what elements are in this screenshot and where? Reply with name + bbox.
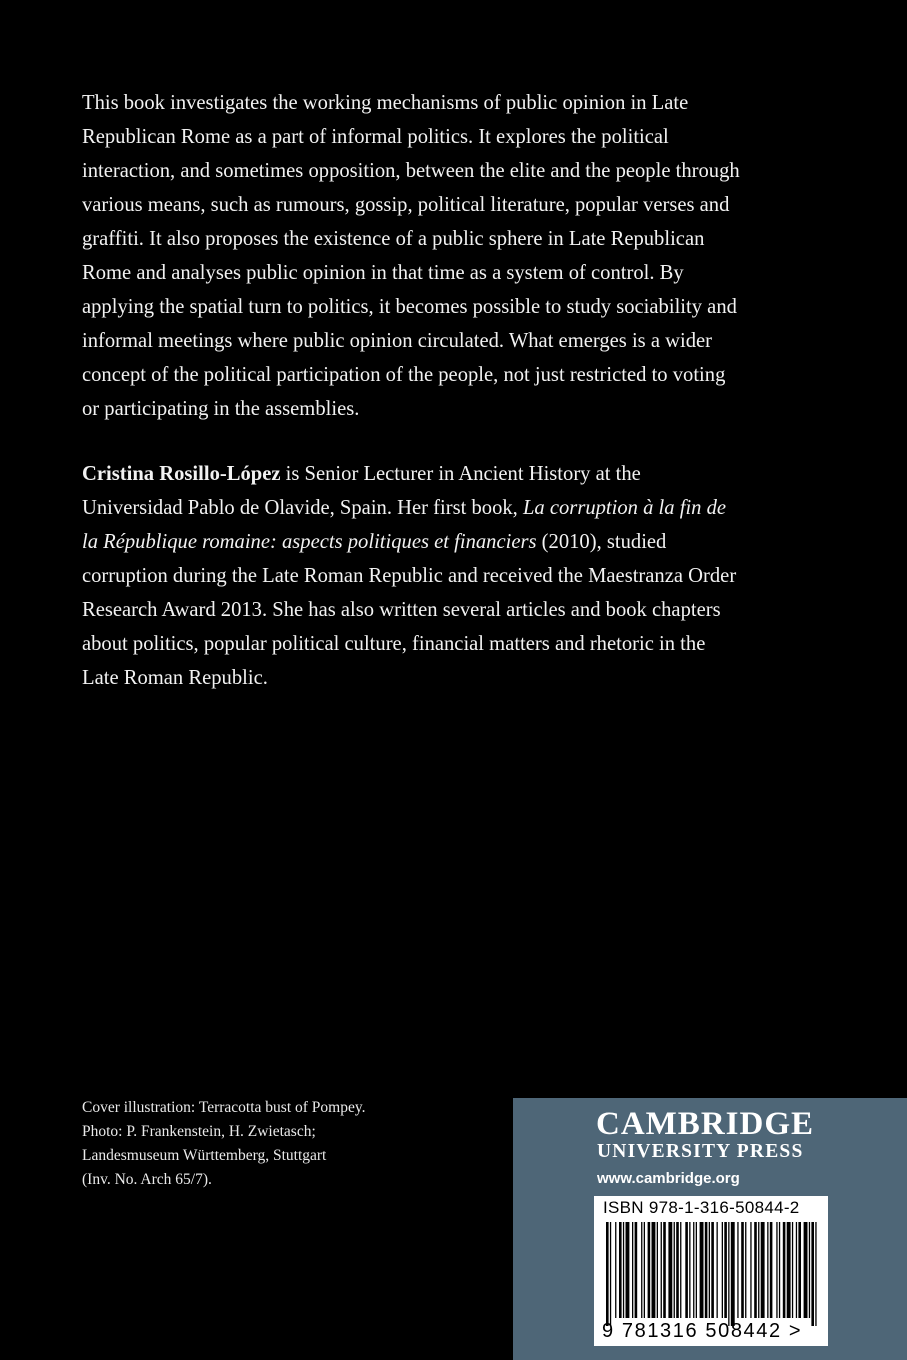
barcode-bar <box>661 1222 662 1318</box>
credit-line-2: Photo: P. Frankenstein, H. Zwietasch; <box>82 1123 316 1140</box>
barcode-bar <box>610 1222 611 1326</box>
barcode-bar <box>689 1222 690 1318</box>
book-description: This book investigates the working mechanisms of public opinion in Late Republican Rome as a part of informal politics. It explores the political interaction, and sometimes opposition, between the elite and the people through various means, such as rumours, gossip, political literature, popular verses and graffiti. It also proposes the existence of a public sphere in Late Republican Rome and analyses public opinion in that time as a system of control. By applying the spatial turn to politics, it becomes possible to study sociability and informal meetings where public opinion circulated. What emerges is a wider concept of the political participation of the people, not just restricted to voting or participating in the assemblies. <box>82 92 740 420</box>
barcode-bar <box>644 1222 645 1318</box>
barcode-bar <box>787 1222 791 1318</box>
barcode-bar <box>700 1222 704 1318</box>
barcode-bar <box>767 1222 768 1318</box>
barcode-bar <box>792 1222 793 1318</box>
barcode-bar <box>696 1222 697 1318</box>
barcode-bar <box>619 1222 622 1318</box>
barcode-digits: 9 781316 508442 > <box>602 1320 803 1342</box>
barcode-bar <box>728 1222 729 1326</box>
author-bio <box>82 457 742 695</box>
barcode-bar <box>754 1222 757 1318</box>
barcode-bar <box>717 1222 718 1318</box>
barcode-bar <box>804 1222 808 1318</box>
barcode-bar <box>724 1222 727 1318</box>
first-book-title: La corruption à la fin de la République romaine: aspects politiques et financiers <box>82 497 727 553</box>
publisher-url: www.cambridge.org <box>597 1170 740 1187</box>
publisher-subname: UNIVERSITY PRESS <box>597 1141 804 1162</box>
barcode-bar <box>657 1222 658 1318</box>
barcode-bar <box>641 1222 642 1318</box>
barcode-bar <box>798 1222 801 1318</box>
barcode-bar <box>648 1222 651 1318</box>
barcode-bar <box>676 1222 679 1318</box>
barcode-bar <box>722 1222 723 1318</box>
barcode-bar <box>731 1222 735 1326</box>
barcode-bar <box>809 1222 810 1318</box>
barcode-bar <box>776 1222 777 1318</box>
barcode-bar <box>705 1222 708 1318</box>
barcode-bar <box>815 1222 816 1326</box>
barcode-bar <box>606 1222 609 1326</box>
barcode-bar <box>668 1222 672 1318</box>
barcode-bar <box>750 1222 751 1318</box>
barcode-bar <box>811 1222 814 1326</box>
barcode-bar <box>770 1222 773 1318</box>
barcode-bar <box>745 1222 746 1318</box>
barcode-bar <box>680 1222 681 1318</box>
credit-line-4: (Inv. No. Arch 65/7). <box>82 1171 212 1188</box>
author-bio-text-2: (2010), studied corruption during the Late Roman Republic and received the Maestranza Order Research Award 2013. She has also written several articles and book chapters about politics, popular political culture, financial matters and rhetoric in the Late Roman Republic. <box>82 531 737 689</box>
barcode-bar <box>709 1222 710 1318</box>
barcode-bar <box>685 1222 688 1318</box>
barcode-bar <box>796 1222 797 1318</box>
barcode-bar <box>652 1222 656 1318</box>
isbn-label: ISBN 978-1-316-50844-2 <box>603 1198 800 1217</box>
barcode-bar <box>674 1222 675 1318</box>
barcode-bar <box>623 1222 624 1318</box>
barcode-bar <box>761 1222 765 1318</box>
credit-line-1: Cover illustration: Terracotta bust of Pompey. <box>82 1099 366 1116</box>
barcode-bar <box>635 1222 638 1318</box>
cover-illustration-credit <box>82 1096 442 1192</box>
barcode-bar <box>711 1222 714 1318</box>
publisher-panel <box>513 1098 907 1360</box>
barcode-bar <box>779 1222 780 1318</box>
barcode-bar <box>693 1222 694 1318</box>
author-name: Cristina Rosillo-López <box>82 463 281 485</box>
isbn-barcode <box>594 1196 828 1346</box>
barcode-bar <box>737 1222 738 1318</box>
barcode-bar <box>626 1222 630 1318</box>
barcode-bar <box>758 1222 759 1318</box>
barcode-bar <box>663 1222 666 1318</box>
author-bio-text-1: is Senior Lecturer in Ancient History at the Universidad Pablo de Olavide, Spain. Her first book, <box>82 463 641 519</box>
publisher-name: CAMBRIDGE <box>596 1106 815 1142</box>
barcode-bar <box>632 1222 633 1318</box>
credit-line-3: Landesmuseum Württemberg, Stuttgart <box>82 1147 327 1164</box>
barcode-bar <box>615 1222 616 1318</box>
barcode-bar <box>783 1222 786 1318</box>
barcode-bar <box>741 1222 744 1318</box>
